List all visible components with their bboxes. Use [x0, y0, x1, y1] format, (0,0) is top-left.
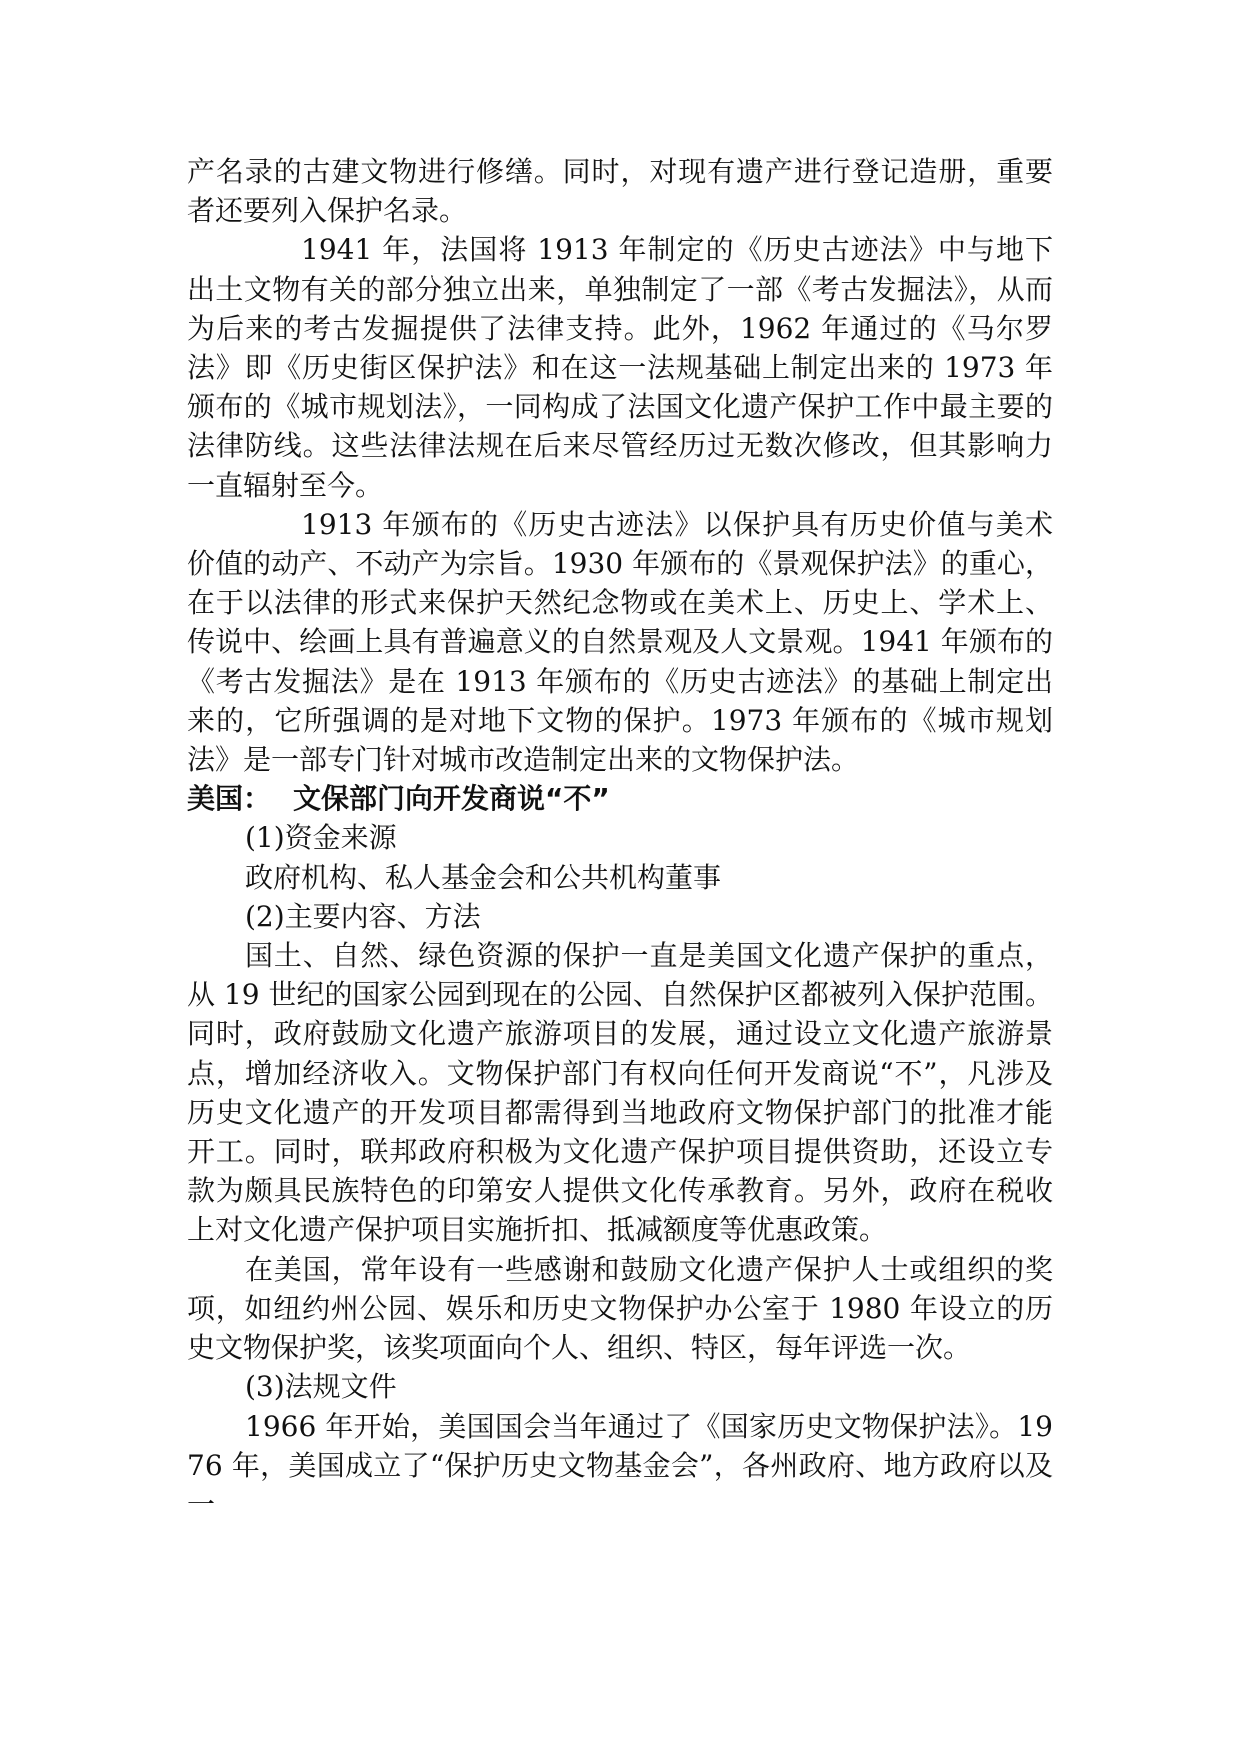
item-regulations-title: (3)法规文件 [245, 1370, 397, 1404]
paragraph-france-1941: 1941 年，法国将 1913 年制定的《历史古迹法》中与地下出土文物有关的部分独立出来，单独制定了一部《考古发掘法》，从而为后来的考古发掘提供了法律支持。此外，1962 年通过的《马尔罗法》即《历史街区保护法》和在这一法规基础上制定出来的 1973 年颁布的《城市规划法》，一同构成了法国文化遗产保护工作中最主要的法律防线。这些法律法规在后来尽管经历过无数次修改，但其影响力一直辐射至今。 [187, 233, 1053, 502]
section-heading-label: 美国： [187, 782, 272, 816]
paragraph-france-laws: 1913 年颁布的《历史古迹法》以保护具有历史价值与美术价值的动产、不动产为宗旨。1930 年颁布的《景观保护法》的重心，在于以法律的形式来保护天然纪念物或在美术上、历史上、学术上、传说中、绘画上具有普遍意义的自然景观及人文景观。1941 年颁布的《考古发掘法》是在 1913 年颁布的《历史古迹法》的基础上制定出来的，它所强调的是对地下文物的保护。1973 年颁布的《城市规划法》是一部专门针对城市改造制定出来的文物保护法。 [187, 507, 1053, 777]
section-heading-title: 文保部门向开发商说“不” [293, 782, 610, 816]
item-regulations-body: 1966 年开始，美国国会当年通过了《国家历史文物保护法》。1976 年，美国成立了“保护历史文物基金会”，各州政府、地方政府以及一 [187, 1409, 1053, 1521]
document-body [187, 152, 1053, 1524]
item-funding-body: 政府机构、私人基金会和公共机构董事 [245, 860, 722, 894]
item-content-title: (2)主要内容、方法 [245, 899, 481, 933]
item-funding-title: (1)资金来源 [245, 821, 397, 855]
section-heading-usa [187, 779, 1053, 818]
paragraph-continuation: 产名录的古建文物进行修缮。同时，对现有遗产进行登记造册，重要者还要列入保护名录。 [187, 155, 1053, 228]
item-content-body: 国土、自然、绿色资源的保护一直是美国文化遗产保护的重点，从 19 世纪的国家公园到现在的公园、自然保护区都被列入保护范围。同时，政府鼓励文化遗产旅游项目的发展，通过设立文化遗产旅游景点，增加经济收入。文物保护部门有权向任何开发商说“不”，凡涉及历史文化遗产的开发项目都需得到当地政府文物保护部门的批准才能开工。同时，联邦政府积极为文化遗产保护项目提供资助，还设立专款为颇具民族特色的印第安人提供文化传承教育。另外，政府在税收上对文化遗产保护项目实施折扣、抵减额度等优惠政策。 [187, 939, 1053, 1247]
item-content-awards: 在美国，常年设有一些感谢和鼓励文化遗产保护人士或组织的奖项，如纽约州公园、娱乐和历史文物保护办公室于 1980 年设立的历史文物保护奖，该奖项面向个人、组织、特区，每年评选一次。 [187, 1252, 1053, 1365]
